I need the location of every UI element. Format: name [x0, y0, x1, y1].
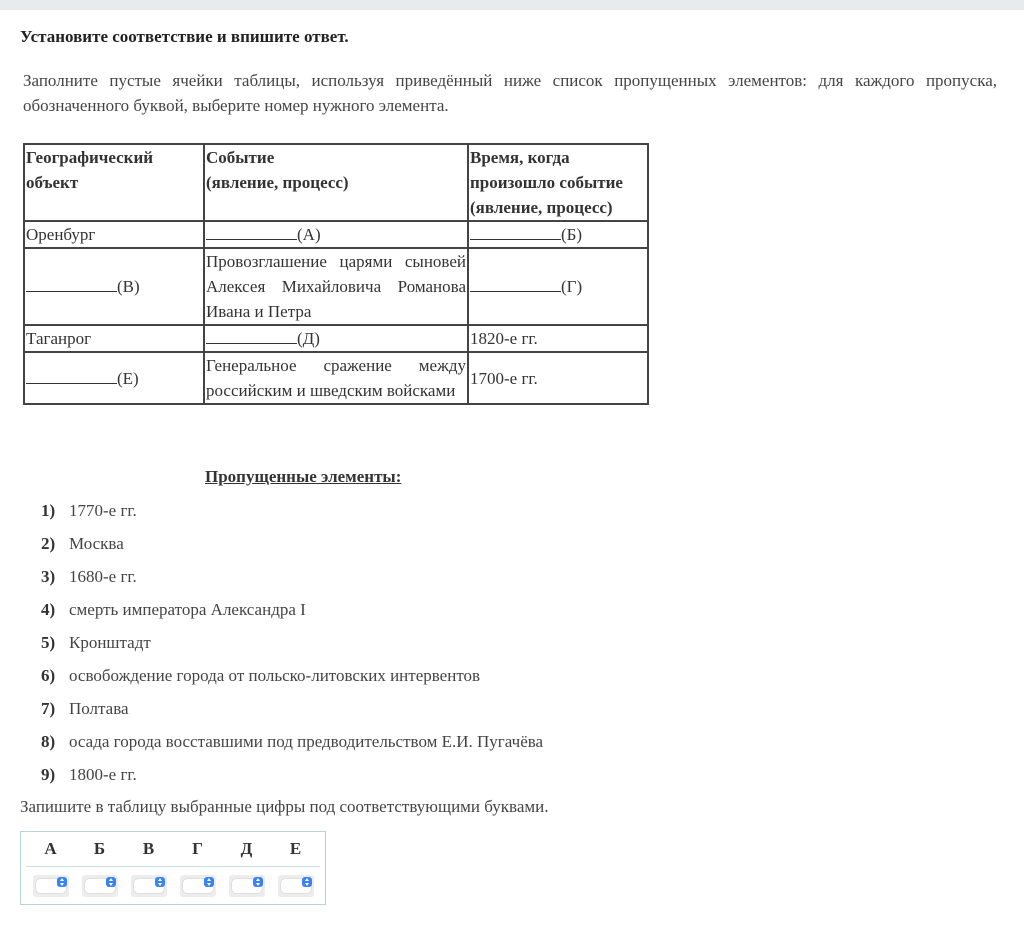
- cell-geo: (Е): [24, 352, 204, 404]
- answer-select-a[interactable]: [33, 875, 69, 897]
- select-arrows-icon: [155, 877, 165, 887]
- top-bar: [0, 0, 1024, 10]
- cell-event: Провозглашение царями сыновей Алексея Михайловича Романова Ивана и Петра: [204, 248, 468, 325]
- task-title: Установите соответствие и впишите ответ.: [20, 27, 349, 46]
- cell-time: 1700-е гг.: [468, 352, 648, 404]
- list-item: 9) 1800-е гг.: [41, 765, 137, 784]
- answer-select-d[interactable]: [229, 875, 265, 897]
- table-row: [24, 221, 648, 248]
- matching-table: [23, 143, 649, 405]
- list-item: 2) Москва: [41, 534, 124, 553]
- answer-select-e[interactable]: [278, 875, 314, 897]
- list-item: 5) Кронштадт: [41, 633, 151, 652]
- cell-geo: (В): [24, 248, 204, 325]
- header-time: Время, когда произошло событие (явление, процесс): [468, 144, 648, 221]
- select-arrows-icon: [204, 877, 214, 887]
- select-arrows-icon: [106, 877, 116, 887]
- answer-letter: Г: [173, 832, 222, 867]
- table-row: [24, 325, 648, 352]
- cell-time: (Б): [468, 221, 648, 248]
- cell-event: Генеральное сражение между российским и шведским войсками: [204, 352, 468, 404]
- answer-select-v[interactable]: [131, 875, 167, 897]
- answer-letter: Д: [222, 832, 271, 867]
- answer-letter: Б: [75, 832, 124, 867]
- select-arrows-icon: [302, 877, 312, 887]
- cell-event: (Д): [204, 325, 468, 352]
- list-item: 7) Полтава: [41, 699, 129, 718]
- list-item: 1) 1770-е гг.: [41, 501, 137, 520]
- answer-table: [20, 831, 326, 905]
- task-instructions: Заполните пустые ячейки таблицы, используя приведённый ниже список пропущенных элементов: для каждого пропуска, обозначенного буквой, выберите номер нужного элемента.: [23, 71, 997, 115]
- missing-elements-title: Пропущенные элементы:: [205, 467, 402, 486]
- cell-time: 1820-е гг.: [468, 325, 648, 352]
- header-geo-object: Географический объект: [24, 144, 204, 221]
- missing-elements-list: [41, 500, 543, 797]
- list-item: 4) смерть императора Александра I: [41, 600, 306, 619]
- list-item: 3) 1680-е гг.: [41, 567, 137, 586]
- list-item: 8) осада города восставшими под предводительством Е.И. Пугачёва: [41, 732, 544, 751]
- table-header-row: [24, 144, 648, 221]
- cell-geo: Оренбург: [24, 221, 204, 248]
- cell-time: (Г): [468, 248, 648, 325]
- cell-geo: Таганрог: [24, 325, 204, 352]
- table-row: [24, 352, 648, 404]
- answer-select-b[interactable]: [82, 875, 118, 897]
- answer-letter: А: [26, 832, 75, 867]
- table-row: [24, 248, 648, 325]
- cell-event: (А): [204, 221, 468, 248]
- answer-letter: В: [124, 832, 173, 867]
- select-arrows-icon: [253, 877, 263, 887]
- answer-instruction: Запишите в таблицу выбранные цифры под соответствующими буквами.: [20, 797, 549, 816]
- header-event: Событие (явление, процесс): [204, 144, 468, 221]
- answer-select-g[interactable]: [180, 875, 216, 897]
- select-arrows-icon: [57, 877, 67, 887]
- answer-letter: Е: [271, 832, 320, 867]
- list-item: 6) освобождение города от польско-литовских интервентов: [41, 666, 481, 685]
